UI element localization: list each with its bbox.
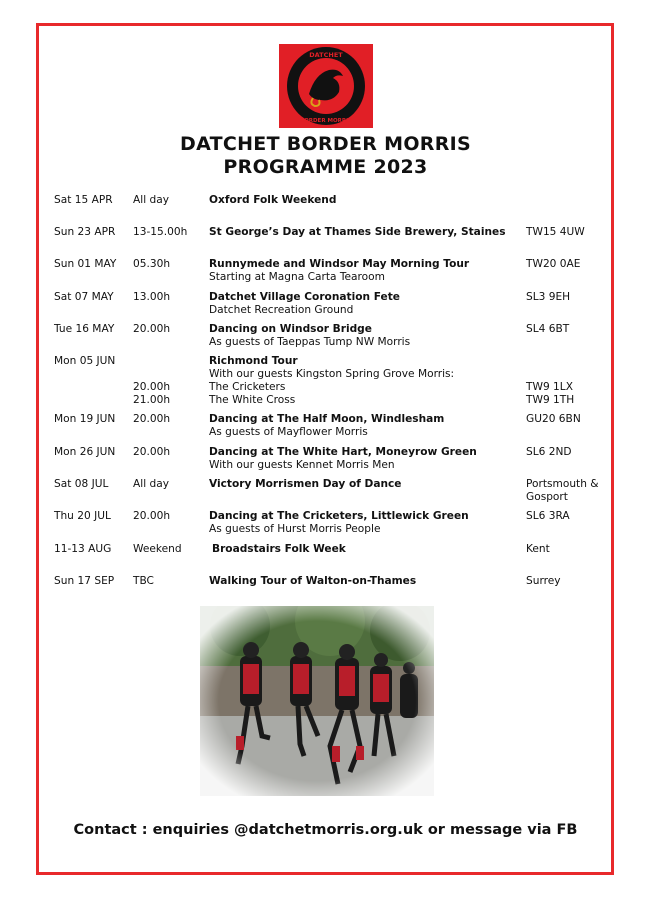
club-logo <box>279 44 373 128</box>
event-time: 13-15.00h <box>133 226 188 238</box>
event-subtitle: As guests of Mayflower Morris <box>209 426 368 438</box>
event-location: SL4 6BT <box>526 323 570 335</box>
event-title: Dancing at The Half Moon, Windlesham <box>209 413 445 425</box>
event-date: Mon 05 JUN <box>54 355 116 367</box>
event-title: Dancing at The Cricketers, Littlewick Green <box>209 510 469 522</box>
event-time: 05.30h <box>133 258 171 270</box>
event-location: Kent <box>526 543 550 555</box>
event-subtitle: With our guests Kingston Spring Grove Morris: <box>209 368 455 380</box>
event-date: Thu 20 JUL <box>54 510 111 522</box>
event-subtitle: As guests of Hurst Morris People <box>209 523 381 535</box>
event-location: SL6 3RA <box>526 510 570 522</box>
event-time: TBC <box>133 575 154 587</box>
event-title: St George’s Day at Thames Side Brewery, Staines <box>209 226 506 238</box>
event-location: Surrey <box>526 575 561 587</box>
event-subtitle: Starting at Magna Carta Tearoom <box>209 271 385 283</box>
event-time: Weekend <box>133 543 182 555</box>
event-title: Datchet Village Coronation Fete <box>209 291 400 303</box>
event-time: All day <box>133 194 169 206</box>
event-time: 20.00h <box>133 510 171 522</box>
event-location: Portsmouth & <box>526 478 599 490</box>
page-subtitle: PROGRAMME 2023 <box>223 156 428 178</box>
event-title: Broadstairs Folk Week <box>212 543 346 555</box>
tour-stop-time: 20.00h <box>133 381 171 393</box>
tour-stop-location: TW9 1LX <box>526 381 573 393</box>
event-date: 11-13 AUG <box>54 543 112 555</box>
event-date: Sat 07 MAY <box>54 291 114 303</box>
event-title: Walking Tour of Walton-on-Thames <box>209 575 417 587</box>
event-location: TW20 0AE <box>526 258 581 270</box>
event-date: Sat 08 JUL <box>54 478 109 490</box>
event-title: Oxford Folk Weekend <box>209 194 337 206</box>
tour-stop-venue: The White Cross <box>209 394 296 406</box>
event-location: GU20 6BN <box>526 413 581 425</box>
logo-top-text: DATCHET <box>309 51 343 59</box>
event-title: Richmond Tour <box>209 355 298 367</box>
tour-stop-time: 21.00h <box>133 394 171 406</box>
event-date: Sun 01 MAY <box>54 258 117 270</box>
event-date: Mon 26 JUN <box>54 446 116 458</box>
event-time: 20.00h <box>133 413 171 425</box>
event-title: Dancing at The White Hart, Moneyrow Green <box>209 446 477 458</box>
event-title: Victory Morrismen Day of Dance <box>209 478 402 490</box>
event-date: Sun 23 APR <box>54 226 116 238</box>
event-location: TW15 4UW <box>526 226 585 238</box>
event-date: Tue 16 MAY <box>54 323 115 335</box>
event-subtitle: With our guests Kennet Morris Men <box>209 459 395 471</box>
event-location-line2: Gosport <box>526 491 568 503</box>
event-location: SL6 2ND <box>526 446 572 458</box>
logo-bottom-text: BORDER MORRIS <box>299 118 353 124</box>
event-location: SL3 9EH <box>526 291 571 303</box>
contact-line: Contact : enquiries @datchetmorris.org.uk or message via FB <box>73 822 578 838</box>
tour-stop-venue: The Cricketers <box>209 381 286 393</box>
event-subtitle: As guests of Taeppas Tump NW Morris <box>209 336 411 348</box>
event-date: Mon 19 JUN <box>54 413 116 425</box>
page-title: DATCHET BORDER MORRIS <box>180 133 471 155</box>
event-time: All day <box>133 478 169 490</box>
event-time: 20.00h <box>133 323 171 335</box>
event-date: Sat 15 APR <box>54 194 113 206</box>
event-date: Sun 17 SEP <box>54 575 115 587</box>
event-title: Dancing on Windsor Bridge <box>209 323 372 335</box>
event-title: Runnymede and Windsor May Morning Tour <box>209 258 470 270</box>
event-subtitle: Datchet Recreation Ground <box>209 304 354 316</box>
morris-dancers-photo <box>200 606 434 796</box>
event-time: 13.00h <box>133 291 171 303</box>
tour-stop-location: TW9 1TH <box>526 394 575 406</box>
event-time: 20.00h <box>133 446 171 458</box>
